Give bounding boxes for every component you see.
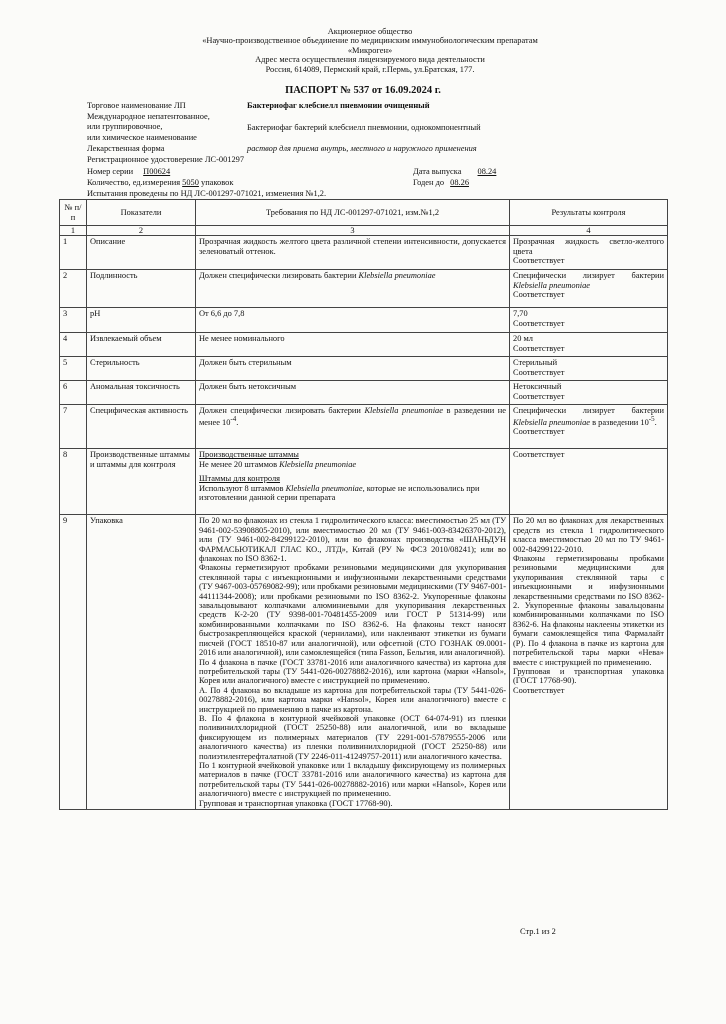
row-indicator: Описание [87, 236, 196, 270]
qty-value: 5050 [182, 178, 199, 187]
row-number: 7 [60, 405, 87, 449]
qty-unit: упаковок [201, 178, 234, 187]
req-text: Должен специфически лизировать бактерии [199, 406, 365, 416]
row-number: 5 [60, 357, 87, 381]
result-verdict: Соответствует [513, 685, 565, 695]
result-text: 7,70 [513, 309, 528, 319]
org-header-line: «Микроген» [347, 45, 393, 55]
packaging-paragraph: А. По 4 флакона во вкладыше из картона для потребительской тары (ТУ 5441-026-00278882-2016), или картона марки «Hansol», Корея или аналогичного) вместе с инструкцией по применению в пачке из картона. [199, 685, 506, 714]
req-organism: Klebsiella pneumoniae [279, 459, 357, 469]
row-requirement [196, 270, 510, 308]
control-results-table [59, 199, 668, 810]
row-indicator: Извлекаемый объем [87, 333, 196, 357]
row-indicator: pH [87, 308, 196, 333]
result-text: Нетоксичный [513, 382, 562, 392]
trade-name-value: Бактериофаг клебсиелл пневмонии очищенный [247, 101, 430, 110]
result-text: Специфически лизирует бактерии [513, 406, 664, 416]
table-row [60, 357, 668, 381]
expiry-label: Годен до [413, 178, 445, 187]
req-text: Должен специфически лизировать бактерии [199, 271, 359, 281]
result-verdict: Соответствует [513, 427, 565, 437]
packaging-paragraph: По 20 мл во флаконах из стекла 1 гидролитического класса: вместимостью 25 мл (ТУ 9461-002-53908805-2010), или вместимостью 20 мл (ТУ 9461-003-83426370-2012), или (ТУ 9461-002-84299122-2010), или во флаконах производства «ШАНЬДУН ФАРМАСЬЮТИКАЛ ГЛАС КО., ЛТД», Китай (РУ № ФСЗ 2010/08241); или во флаконах по ISO 8362-1. [199, 516, 506, 564]
org-header-line: Акционерное общество [327, 27, 413, 36]
table-row [60, 381, 668, 405]
row-result [510, 449, 668, 515]
row-requirement: Не менее номинального [196, 333, 510, 357]
row-requirement: От 6,6 до 7,8 [196, 308, 510, 333]
result-text: Флаконы герметизированы пробками резиновыми медицинскими для укупоривания стеклянной тары с инъекционными и инфузионными лекарственными средствами по ISO 8362-2. Укупоренные флаконы завальцованы комбинированными колпачками по ISO 8362-6. На флаконы наклеены этикетки из бумаги самоклеящейся типа Фармалайт (Р). По 4 флакона в пачке из картона для потребительской тары марки «Нева» вместе с инструкцией по применению. [513, 554, 664, 667]
result-verdict: Соответствует [513, 290, 565, 300]
reg-label: Регистрационное удостоверение [87, 155, 203, 164]
row-indicator: Аномальная токсичность [87, 381, 196, 405]
req-text: Не менее 20 штаммов [199, 459, 280, 469]
result-text: Стерильный [513, 358, 558, 368]
packaging-paragraph: По 1 контурной ячейковой упаковке или 1 вкладышу фиксирующему из полимерных материалов в пачке (ГОСТ 33781-2016 или аналогичного качества) из картона для потребительской тары (ТУ 5441-026-00278882-2016) или марки «Hansol», Корея или аналогичного) вместе с инструкцией по применению. [199, 760, 506, 799]
req-organism: Klebsiella pneumoniae [285, 483, 363, 493]
packaging-paragraph: По 4 флакона в пачке (ГОСТ 33781-2016 или аналогичного качества) из картона для потребительской тары (ТУ 5441-026-00278882-2016), или картона (марки «Hansol», Корея или аналогичного) вместе с инструкцией по применению. [199, 657, 506, 686]
series-label: Номер серии [87, 167, 134, 176]
row-number: 9 [60, 515, 87, 810]
req-exponent: -4 [230, 414, 237, 423]
release-line [413, 167, 496, 176]
row-result [510, 236, 668, 270]
result-text: в разведении 10 [590, 417, 649, 427]
row-indicator: Упаковка [87, 515, 196, 810]
result-verdict: Соответствует [513, 367, 565, 377]
row-number: 8 [60, 449, 87, 515]
row-result [510, 357, 668, 381]
trade-name-label: Торговое наименование ЛП [87, 101, 186, 110]
form-value: раствор для приема внутрь, местного и наружного применения [247, 144, 477, 153]
strains-heading: Производственные штаммы [199, 450, 299, 460]
row-result [510, 270, 668, 308]
result-verdict: Соответствует [513, 318, 565, 328]
column-number: 3 [196, 226, 510, 236]
req-organism: Klebsiella pneumoniae [364, 406, 443, 416]
result-verdict: Соответствует [513, 391, 565, 401]
page-number: Стр.1 из 2 [520, 927, 556, 936]
row-requirement: Прозрачная жидкость желтого цвета различной степени интенсивности, допускается зеленоватый оттенок. [196, 236, 510, 270]
result-text: Прозрачная жидкость светло-желтого цвета [513, 237, 664, 256]
row-indicator: Стерильность [87, 357, 196, 381]
form-label: Лекарственная форма [87, 144, 165, 153]
row-indicator: Производственные штаммы и штаммы для контроля [87, 449, 196, 515]
reg-value: ЛС-001297 [204, 155, 245, 164]
packaging-paragraph: В. По 4 флакона в контурной ячейковой упаковке (ОСТ 64-074-91) из пленки поливинилхлоридной (ГОСТ 25250-88) или аналогичной, или во вкладыше фиксирующем из полимерных материалов (ТУ 2291-001-57879555-2006 или аналогичного качества) из пленки поливинилхлоридной (ГОСТ 25250-88) или полиэтилентерефталатной (ТУ 2246-011-41249757-2011) или аналогичного качества. [199, 713, 506, 761]
req-text: , которые не использовались при изготовлении данной серии препарата [199, 483, 480, 503]
inn-label-1: Международное непатентованное, [87, 112, 210, 121]
control-strains-heading: Штаммы для контроля [199, 474, 281, 484]
row-number: 6 [60, 381, 87, 405]
row-number: 4 [60, 333, 87, 357]
release-label: Дата выпуска [413, 167, 462, 176]
row-requirement [196, 405, 510, 449]
table-row [60, 333, 668, 357]
org-header [150, 27, 590, 74]
req-text: в разведении не менее 10 [199, 406, 506, 427]
table-header-row [60, 200, 668, 226]
expiry-line [413, 178, 469, 187]
org-header-line: «Научно-производственное объединение по медицинским иммунобиологическим препаратам [202, 36, 538, 46]
row-requirement [196, 449, 510, 515]
qty-line [87, 178, 233, 187]
table-row [60, 236, 668, 270]
header-results: Результаты контроля [510, 200, 668, 226]
inn-label-3: или химическое наименование [87, 133, 197, 142]
row-result [510, 515, 668, 810]
expiry-value: 08.26 [450, 178, 469, 187]
req-text: Используют 8 штаммов [199, 483, 286, 493]
packaging-paragraph: Групповая и транспортная упаковка (ГОСТ 17768-90). [199, 798, 393, 808]
column-number-row [60, 226, 668, 236]
table-row [60, 308, 668, 333]
row-indicator: Подлинность [87, 270, 196, 308]
header-requirements: Требования по НД ЛС-001297-071021, изм.№1,2 [196, 200, 510, 226]
column-number: 2 [87, 226, 196, 236]
column-number: 1 [60, 226, 87, 236]
row-requirement: Должен быть нетоксичным [196, 381, 510, 405]
org-header-line: Россия, 614089, Пермский край, г.Пермь, ул.Братская, 177. [265, 64, 475, 74]
row-indicator: Специфическая активность [87, 405, 196, 449]
result-verdict: Соответствует [513, 256, 565, 266]
row-number: 2 [60, 270, 87, 308]
row-requirement: Должен быть стерильным [196, 357, 510, 381]
result-text: . [654, 417, 657, 427]
result-text: Групповая и транспортная упаковка (ГОСТ 17768-90). [513, 666, 664, 686]
result-organism: Klebsiella pneumoniae [513, 417, 590, 427]
table-row [60, 405, 668, 449]
result-text: По 20 мл во флаконах для лекарственных средств из стекла 1 гидролитического класса вместимостью 20 мл по ТУ 9461-002-84299122-2010. [513, 516, 664, 554]
tests-line: Испытания проведены по НД ЛС-001297-071021, изменения №1,2. [87, 189, 327, 198]
packaging-paragraph: Флаконы герметизируют пробками резиновыми медицинскими для укупоривания стеклянной тары с инъекционными и инфузионными лекарственными средствами (ТУ 9467-003-05769082-99); или пробками резиновыми медицинскими (ТУ 9467-001-44111344-2008); или пробками резиновыми по ISO 8362-2. Укупоренные флаконы завальцовывают колпачками алюминиевыми для укупоривания лекарственных средств К-2-20 (ТУ 9398-001-70481455-2009 или ГОСТ Р 51314-99) или комбинированными колпачками по ISO 8362-6. На флаконы текст наносят быстрозакрепляющейся краской (чернилами), или наклеивают этикетки из бумаги писчей (ГОСТ 18510-87 или аналогичной), или офсетной (СТО ГОЗНАК 09.0001-2016 или аналогичной), или самоклеящейся (типа Fasson, Бельгия, или аналогичной). [199, 563, 506, 658]
row-requirement [196, 515, 510, 810]
req-text: . [236, 417, 239, 427]
result-verdict: Соответствует [513, 343, 565, 353]
header-indicator: Показатели [87, 200, 196, 226]
qty-label: Количество, ед.измерения [87, 178, 181, 187]
row-result [510, 405, 668, 449]
passport-title: ПАСПОРТ № 537 от 16.09.2024 г. [285, 85, 441, 96]
row-number: 1 [60, 236, 87, 270]
series-value: П00624 [143, 167, 171, 176]
result-exponent: -5 [648, 414, 655, 423]
inn-value: Бактериофаг бактерий клебсиелл пневмонии, однокомпонентный [247, 123, 481, 132]
result-text: 20 мл [513, 334, 533, 344]
table-row [60, 270, 668, 308]
row-result [510, 381, 668, 405]
row-result [510, 308, 668, 333]
row-result [510, 333, 668, 357]
result-verdict: Соответствует [513, 450, 565, 460]
reg-line [87, 155, 244, 164]
org-header-line: Адрес места осуществления лицензируемого вида деятельности [255, 55, 485, 65]
table-row [60, 515, 668, 810]
result-text: Специфически лизирует бактерии [513, 271, 664, 281]
inn-label-2: или группировочное, [87, 122, 163, 131]
header-num: № п/п [60, 200, 87, 226]
column-number: 4 [510, 226, 668, 236]
row-number: 3 [60, 308, 87, 333]
req-organism: Klebsiella pneumoniae [358, 271, 436, 281]
table-row [60, 449, 668, 515]
result-organism: Klebsiella pneumoniae [513, 280, 590, 290]
series-line [87, 167, 170, 176]
release-value: 08.24 [477, 167, 497, 176]
